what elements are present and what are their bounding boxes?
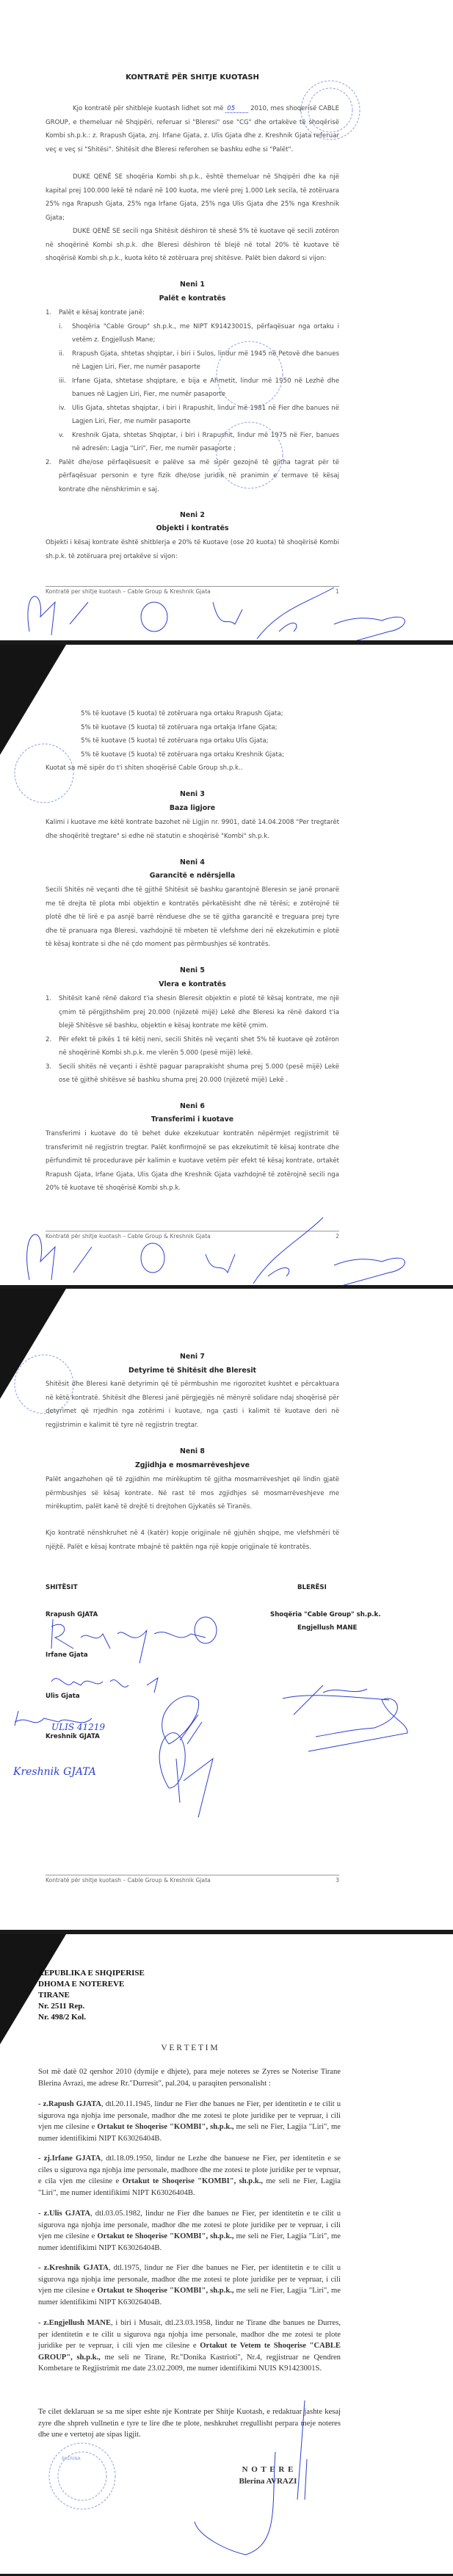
contract-title: KONTRATË PËR SHITJE KUOTASH (126, 73, 259, 82)
neni-2-text: Objekti i kësaj kontrate është shitblerja e 20% të Kuotave (ose 20 kuota) të shoqërisë Kombi sh.p.k. të zotëruara prej ortakëve si vijon: (46, 539, 339, 560)
quota-item: 5% të kuotave (5 kuota) të zotëruara nga ortakja Irfane Gjata; (81, 723, 278, 731)
quota-item: 5% të kuotave (5 kuota) të zotëruara nga ortaku Rrapush Gjata; (81, 710, 283, 717)
notary-stamp (209, 334, 297, 503)
party-item: Shoqëria "Cable Group" sh.p.k., me NIPT K91423001S, përfaqësuar nga ortaku i vetëm z. Engjellush Mane; (72, 322, 339, 344)
value-item: Secili shitës në veçanti i është paguar paraprakisht shuma prej 5.000 (pesë mijë) Lekë ose të gjithë shitësve së bashku shuma prej 20.000 (njëzetë mijë) Lekë . (59, 1063, 339, 1084)
page-2 (0, 645, 453, 1285)
initials-signatures (0, 1210, 453, 1285)
neni-4-title: Garancitë e ndërsjella (149, 872, 236, 880)
person-entry: - z.Engjellush MANE, i biri i Musait, dtl.23.03.1958, lindur ne Tirane dhe banues ne Durres, per identitetin e te cilit u sigurova nga njohja ime personale, madhor dhe me zotesi te plote juridike per te vepruar, i cili vjen me cilesine e Ortakut te Vetem te Shoqerise "CABLE GROUP", sh.p.k., me seli ne Tirane, Rr."Donika Kastrioti", Nr.4, regjistruar ne Qendren Kombetare te Regjistrimit me date 23.02.2009, me numer identifikimi NUIS K91423001S. (38, 2319, 341, 2373)
initials-signatures (0, 573, 453, 640)
neni-4-number: Neni 4 (180, 858, 205, 866)
page-footer: Kontratë per shitje kuotash – Cable Group & Kreshnik Gjata 1 (46, 586, 339, 595)
vertetim-title: V E R T E T I M (161, 2044, 218, 2052)
buyer-heading: BLERËSI (297, 1584, 327, 1591)
party-item: Rrapush Gjata, shtetas shqiptar, i biri i Sulos, lindur më 1945 në Petovë dhe banues në Lagjen Liri, Fier, me numër pasaporte (72, 350, 339, 371)
seller-signatures (0, 1612, 453, 1817)
neni-3-text: Kalimi i kuotave me këtë kontrate bazohet në Ligjin nr. 9901, datë 14.04.2008 "Per tregtarët dhe shoqëritë tregtare" si edhe në statutin e shoqërisë "Kombi" sh.p.k. (46, 819, 339, 840)
page-number: 3 (336, 1877, 339, 1884)
handwritten-kreshnik: Kreshnik GJATA (13, 1766, 96, 1778)
buyer-representative: Engjellush MANE (297, 1624, 358, 1632)
neni-2-number: Neni 2 (180, 511, 205, 519)
quota-list (46, 707, 339, 761)
recital-1: DUKE QENË SE shoqëria Kombi sh.p.k., është themeluar në Shqipëri dhe ka një kapital prej 100.000 lekë të ndarë në 100 kuota, me vlerë prej 1.000 Lek secila, të zotëruara 25% nga Rrapush Gjata, 25% nga Irfane Gjata, 25% nga Ulis Gjata dhe 25% nga Kreshnik Gjata; (46, 173, 339, 222)
closing-text: Kjo kontratë nënshkruhet në 4 (katër) kopje origjinale në gjuhën shqipe, me vlefshmëri të njëjtë. Palët e kësaj kontrate mbajnë të paktën nga një kopje origjinale të kontratës. (46, 1530, 339, 1551)
neni-3-number: Neni 3 (180, 790, 205, 798)
value-item: Shitësit kanë rënë dakord t'ia shesin Bleresit objektin e plotë të kësaj kontrate, me një çmim të përgjithshëm prej 20.000 (njëzetë mijë) Lekë dhe Bleresi ka rënë dakord t'ia blejë Shitësve së bashku, objektin e kësaj kontrate me këtë çmim. (59, 995, 339, 1030)
neni-1-number: Neni 1 (180, 281, 205, 289)
notary-header: REPUBLIKA E SHQIPERISE DHOMA E NOTEREVE TIRANE Nr. 2511 Rep. Nr. 498/2 Kol. (38, 1969, 145, 2022)
neni-3-title: Baza ligjore (169, 804, 216, 812)
page-number: 1 (336, 588, 339, 595)
neni-5-number: Neni 5 (180, 966, 205, 974)
seller-name: Ulis Gjata (46, 1693, 80, 1700)
neni-4-text: Secili Shitës në veçanti dhe të gjithë Shitësit së bashku garantojnë Bleresin se janë pronarë me të drejta të plota mbi objektin e kontratës përkatësisht dhe në tërësi; e zotërojnë të plotë dhe të lirë e pa asnjë barrë rënduese dhe se të gjitha garancitë e treguara prej tyre dhe të pranuara nga Bleresi, vazhdojnë të mbeten të vlefshme deri në ekzekutimin e plotë të kësaj kontrate si dhe në çdo moment pas përmbushjes së kontratës. (46, 886, 339, 948)
page-1 (0, 0, 453, 640)
vertetim-intro: Sot më datë 02 qershor 2010 (dymije e dhjete), para meje noteres se Zyres se Noterise Tirane Blerina Avrazi, me adrese Rr."Durresit", pal.204, u paraqiten personalisht : (38, 2068, 341, 2088)
buyer-company: Shoqëria "Cable Group" sh.p.k. (270, 1611, 381, 1618)
page-footer: Kontratë për shitje kuotash – Cable Group & Kreshnik Gjata 2 (46, 1231, 339, 1240)
quota-item: 5% të kuotave (5 kuota) të zotëruara nga ortaku Kreshnik Gjata; (81, 750, 284, 759)
person-entry: - z.Rapush GJATA, dtl.20.11.1945, lindur ne Fier dhe banues ne Fier, per identitetin e te cilit u sigurova nga njohja ime personale, madhor dhe me zotesi te plote juridike per te vepruar, i cili vjen me cilesine e Ortakut te Shoqerise "KOMBI", sh.p.k., me seli ne Fier, Lagjia "Liri", me numer identifikimi NIPT K63026404B. (38, 2100, 341, 2143)
page-footer: Kontratë për shitje kuotash – Cable Group & Kreshnik Gjata 3 (46, 1875, 339, 1884)
notary-signature (184, 2397, 316, 2573)
page-number: 2 (336, 1233, 339, 1240)
neni-7-number: Neni 7 (180, 1353, 205, 1361)
page-3 (0, 1289, 453, 1930)
seller-name: Kreshnik GJATA (46, 1733, 100, 1740)
quota-item: 5% të kuotave (5 kuota) të zotëruara nga ortaku Ulis Gjata; (81, 737, 269, 745)
neni-8-title: Zgjidhja e mosmarrëveshjeve (134, 1461, 250, 1469)
value-item: Për efekt të pikës 1 të këtij neni, secili Shitës në veçanti shet 5% të kuotave që zotëron në shoqërinë Kombi sh.p.k. me vlerën 5.000 (pesë mijë) lekë. (59, 1035, 339, 1057)
neni-8-number: Neni 8 (180, 1447, 205, 1455)
seller-name: Rrapush GJATA (46, 1611, 98, 1618)
party-item: Irfane Gjata, shtetase shqiptare, e bija e Ahmetit, lindur më 1950 në Lezhë dhe banues në Lagjen Liri, Fier, me numër pasaporte (72, 377, 339, 398)
parties-list: 1. Palët e kësaj kontrate janë: i. Shoqëria "Cable Group" sh.p.k., me NIPT K91423001S, përfaqësuar nga ortaku i vetëm z. Engjellush Mane; ii. Rrapush Gjata, shtetas shqiptar, i biri i Sulos, lindur më 1945 në Petovë dhe banues në Lagjen Liri, Fier, me numër pasaporte iii. Irfane Gjata, shtetase shqiptare, e bija e Ahmetit, lindur më 1950 në Lezhë dhe banues në Lagjen Liri, Fier, me numër pasaporte iv. Ulis Gjata, shtetas shqiptar, i biri i Rrapushit, lindur më 1981 në Fier dhe banues në Lagjen Liri, Fier, me numër pasaporte v. Kreshnik Gjata, shtetas Shqiptar, i biri i Rrapushit, lindur më 1975 në Fier, banues në adresën: Lagja "Liri", Fier, me numër pasaporte ; 2. Palët dhe/ose përfaqësuesit e palëve sa më sipër gezojnë të gjitha tagrat për të përfaqësuar personin e tyre fizik dhe/ose juridik në pranimin e termave të kësaj kontrate dhe nënshkrimin e saj. (46, 309, 339, 493)
declaration: Te cilet deklaruan se sa me siper eshte nje Kontrate per Shitje Kuotash, e redaktuar jashte kesaj zyre dhe shpreh vullnetin e tyre te lire dhe te plote, neshkruhet rregullisht perpara meje noteres dhe une e vertetoj ate sipas ligjit. (38, 2408, 341, 2439)
neni-6-number: Neni 6 (180, 1102, 205, 1110)
person-entry: - z.Kreshnik GJATA, dtl.1975, lindur ne Fier dhe banues ne Fier, per identitetin e te cilit u sigurova nga njohja ime personale, madhor dhe me zotesi te plote juridike per te vepruar, i cili vjen me cilesine e Ortakut te Shoqerise "KOMBI", sh.p.k., me seli ne Fier, Lagjia "Liri", me numer identifikimi NIPT K63026404B. (38, 2264, 341, 2307)
notary-stamp (46, 2438, 119, 2519)
person-entry: - z.Ulis GJATA, dtl.03.05.1982, lindur ne Fier dhe banues ne Fier, per identitetin e te cilit u sigurova nga njohja ime personale, madhor dhe me zotesi te plote juridike per te vepruar, i cili vjen me cilesine e Ortakut te Shoqerise "KOMBI", sh.p.k., me seli ne Fier, Lagjia "Liri", me numer identifikimi NIPT K63026404B. (38, 2210, 341, 2252)
party-item: Kreshnik Gjata, shtetas Shqiptar, i biri i Rrapushit, lindur më 1975 në Fier, banues në adresën: Lagja "Liri", Fier, me numër pasaporte ; (72, 431, 339, 452)
neni-8-text: Palët angazhohen që të zgjidhin me mirëkuptim të gjitha mosmarrëveshjet që lindin gjatë përmbushjes së kësaj kontrate. Në rast të mos zgjidhjes së mosmarrëveshjeve me mirëkuptim, palët kanë të drejtë ti drejtohen Gjykatës së Tiranës. (46, 1476, 339, 1510)
seller-name: Irfane Gjata (46, 1651, 88, 1659)
neni-1-title: Palët e kontratës (159, 294, 226, 303)
handwritten-date: 05 (225, 105, 248, 113)
neni-5-title: Vlera e kontratës (159, 980, 226, 988)
neni-2-title: Objekti i kontratës (156, 524, 229, 532)
neni-7-text: Shitësit dhe Bleresi kanë detyrimin që të përmbushin me rigorozitet kushtet e përcaktuara në këtë kontratë. Shitësit dhe Bleresi janë përgjegjës në mënyrë solidare ndaj shoqërisë për detyrimet që rrjedhin nga zotërimi i kuotave, nga çasti i kalimit të kuotave deri në regjistrimin e kalimit të tyre në regjistrin tregtar. (46, 1381, 339, 1429)
recital-2: DUKE QENË SE secili nga Shitësit dëshiron të shesë 5% të kuotave që secili zotëron në shoqërinë Kombi sh.p.k. dhe Bleresi dëshiron të blejë në total 20% të kuotave të shoqërisë Kombi sh.p.k., kuota këto të zotëruara prej shitësve. Palët bien dakord si vijon: (46, 228, 339, 262)
stamp-lettering: BLERINA (62, 2456, 81, 2461)
neni-5-list: 1. Shitësit kanë rënë dakord t'ia shesin Bleresit objektin e plotë të kësaj kontrate, me një çmim të përgjithshëm prej 20.000 (njëzetë mijë) Lekë dhe Bleresi ka rënë dakord t'ia blejë Shitësve së bashku, objektin e kësaj kontrate me këtë çmim. 2. Për efekt të pikës 1 të këtij neni, secili Shitës në veçanti shet 5% të kuotave që zotëron në shoqërinë Kombi sh.p.k. me vlerën 5.000 (pesë mijë) lekë. 3. Secili shitës në veçanti i është paguar paraprakisht shuma prej 5.000 (pesë mijë) Lekë ose të gjithë shitësve së bashku shuma prej 20.000 (njëzetë mijë) Lekë . (46, 992, 339, 1088)
neni-6-title: Transferimi i kuotave (151, 1115, 234, 1124)
party-item: Ulis Gjata, shtetas shqiptar, i biri i Rrapushit, lindur më 1981 në Fier dhe banues në Lagjen Liri, Fier, me numër pasaporte (72, 404, 339, 425)
neni-6-text: Transferimi i kuotave do të behet duke ekzekutuar kontratën nëpërmjet regjistrimit të transferimit në regjistrin tregtar. Palët konfirmojnë se pas ekzekutimit të kësaj kontrate dhe përfundimit të procedurave për kalimin e kuotave vetëm për efekt të kësaj kontrate, ortakët Rrapush Gjata, Irfane Gjata, Ulis Gjata dhe Kreshnik Gjata vazhdojnë të zotërojnë secili nga 20% të kuotave të shoqërisë Kombi sh.p.k. (46, 1130, 339, 1192)
sellers-heading: SHITËSIT (46, 1584, 78, 1591)
notary-title: N O T E R E (242, 2465, 294, 2474)
page-4 (0, 1934, 453, 2574)
intro-paragraph: Kjo kontratë për shitbleje kuotash lidhet sot më 05 2010, mes shoqerisë CABLE GROUP, e themeluar në Shqipëri, referuar si "Bleresi" ose "CG" dhe ortakëve të shoqërisë Kombi sh.p.k.: z. Rrapush Gjata, znj. Irfane Gjata, z. Ulis Gjata dhe z. Kreshnik Gjata referuar veç e veç si "Shitësi". Shitësit dhe Bleresi referohen se bashku edhe si "Palët". (46, 105, 340, 153)
neni-7-title: Detyrime të Shitësit dhe Bleresit (128, 1367, 257, 1375)
notary-name: Blerina AVRAZI (239, 2477, 297, 2486)
quota-summary: Kuotat sa më sipër do t'i shiten shoqërisë Cable Group sh.p.k.. (46, 764, 243, 772)
handwritten-ulis: ULIS 41219 (51, 1722, 106, 1732)
person-entry: - zj.Irfane GJATA, dtl.18.09.1950, lindur ne Lezhe dhe banuese ne Fier, per identitetin e se ciles u sigurova nga njohja ime personale, madhore dhe me zotesi te plote juridike per te vepruar, e cila vjen me cilesine e Ortakut te Shoqerise "KOMBI", sh.p.k., me seli ne Fier, Lagjia "Liri", me numer identifikimi NIPT K63026404B. (38, 2154, 341, 2197)
